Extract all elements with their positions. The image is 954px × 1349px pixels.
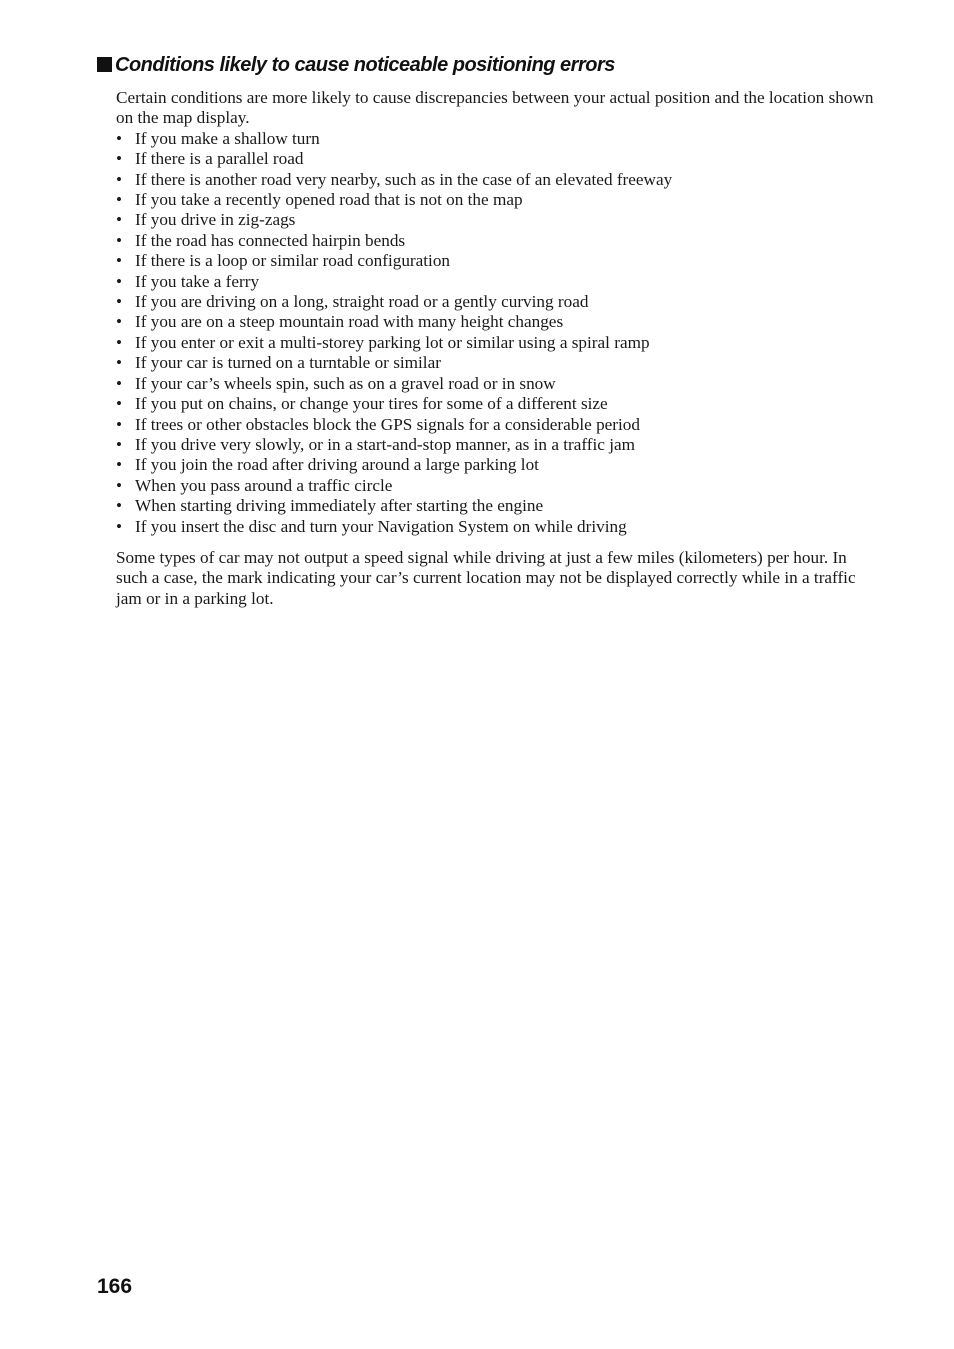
intro-paragraph: Certain conditions are more likely to cause discrepancies between your actual position and the location shown on the map display. <box>116 88 874 128</box>
condition-text: If you put on chains, or change your tires for some of a different size <box>135 394 608 414</box>
condition-list-item <box>116 353 874 373</box>
condition-text: If you join the road after driving around a large parking lot <box>135 455 539 475</box>
bullet-icon: • <box>116 210 123 230</box>
bullet-icon: • <box>116 149 123 169</box>
condition-text: If there is another road very nearby, such as in the case of an elevated freeway <box>135 169 673 189</box>
conditions-list <box>116 129 874 537</box>
condition-list-item <box>116 496 874 516</box>
condition-list-item <box>116 210 874 230</box>
condition-list-item <box>116 415 874 435</box>
bullet-icon: • <box>116 455 123 475</box>
condition-list-item <box>116 251 874 271</box>
condition-text: If there is a loop or similar road configuration <box>135 251 451 271</box>
condition-list-item <box>116 455 874 475</box>
section-body <box>116 88 874 609</box>
condition-list-item <box>116 170 874 190</box>
condition-text: If there is a parallel road <box>135 149 304 169</box>
condition-list-item <box>116 374 874 394</box>
condition-list-item <box>116 231 874 251</box>
bullet-icon: • <box>116 373 123 393</box>
bullet-icon: • <box>116 128 123 148</box>
condition-list-item <box>116 394 874 414</box>
bullet-icon: • <box>116 496 123 516</box>
page-number: 166 <box>97 1275 133 1298</box>
condition-list-item <box>116 312 874 332</box>
condition-list-item <box>116 517 874 537</box>
condition-list-item <box>116 292 874 312</box>
condition-list-item <box>116 435 874 455</box>
bullet-icon: • <box>116 516 123 536</box>
condition-text: If you are on a steep mountain road with many height changes <box>135 312 564 332</box>
condition-text: When starting driving immediately after starting the engine <box>135 496 544 516</box>
condition-list-item <box>116 190 874 210</box>
condition-list-item <box>116 476 874 496</box>
condition-text: If your car’s wheels spin, such as on a gravel road or in snow <box>135 373 556 393</box>
section-marker-icon <box>97 57 112 72</box>
bullet-icon: • <box>116 271 123 291</box>
condition-list-item <box>116 333 874 353</box>
bullet-icon: • <box>116 190 123 210</box>
bullet-icon: • <box>116 394 123 414</box>
bullet-icon: • <box>116 332 123 352</box>
bullet-icon: • <box>116 353 123 373</box>
bullet-icon: • <box>116 251 123 271</box>
condition-text: If you drive in zig-zags <box>135 210 296 230</box>
condition-text: When you pass around a traffic circle <box>135 475 393 495</box>
condition-text: If you are driving on a long, straight road or a gently curving road <box>135 292 589 312</box>
condition-text: If trees or other obstacles block the GPS signals for a considerable period <box>135 414 640 434</box>
condition-text: If you take a ferry <box>135 271 260 291</box>
condition-text: If your car is turned on a turntable or similar <box>135 353 441 373</box>
section-title: Conditions likely to cause noticeable positioning errors <box>115 54 615 76</box>
condition-text: If you take a recently opened road that is not on the map <box>135 190 523 210</box>
section-heading <box>97 54 615 77</box>
condition-text: If the road has connected hairpin bends <box>135 230 406 250</box>
bullet-icon: • <box>116 230 123 250</box>
bullet-icon: • <box>116 475 123 495</box>
condition-list-item <box>116 272 874 292</box>
note-paragraph: Some types of car may not output a speed signal while driving at just a few miles (kilometers) per hour. In such a case, the mark indicating your car’s current location may not be displayed correctly while in a traffic jam or in a parking lot. <box>116 547 856 608</box>
bullet-icon: • <box>116 434 123 454</box>
condition-list-item <box>116 129 874 149</box>
bullet-icon: • <box>116 169 123 189</box>
condition-text: If you insert the disc and turn your Navigation System on while driving <box>135 516 627 536</box>
bullet-icon: • <box>116 414 123 434</box>
condition-text: If you drive very slowly, or in a start-and-stop manner, as in a traffic jam <box>135 434 635 454</box>
condition-text: If you enter or exit a multi-storey parking lot or similar using a spiral ramp <box>135 332 650 352</box>
condition-text: If you make a shallow turn <box>135 128 320 148</box>
bullet-icon: • <box>116 312 123 332</box>
bullet-icon: • <box>116 292 123 312</box>
condition-list-item <box>116 149 874 169</box>
